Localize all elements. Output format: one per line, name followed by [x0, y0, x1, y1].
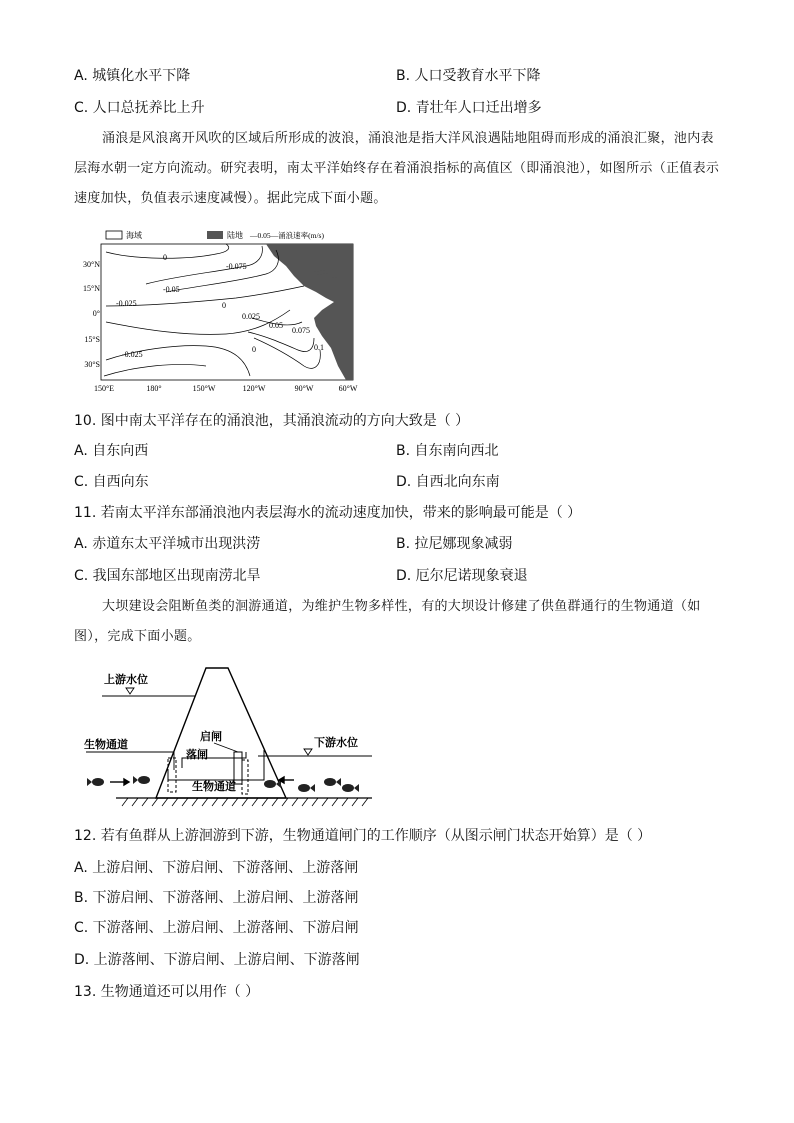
q10-stem: 10. 图中南太平洋存在的涌浪池，其涌浪流动的方向大致是（ ） [74, 413, 470, 429]
q9-option-d: D. 青壮年人口迁出增多 [396, 100, 542, 116]
upstream-level-label: 上游水位 [104, 674, 148, 686]
legend-isoline-label: —0.05—涌浪速率(m/s) [250, 231, 324, 240]
legend-land-swatch [207, 231, 223, 239]
q10-option-c: C. 自西向东 [74, 474, 149, 490]
contour-label: 0.025 [242, 312, 260, 321]
contour-label: 0 [252, 345, 256, 354]
dam-fish-passage-diagram [82, 660, 382, 820]
fish-tail-icon [133, 776, 138, 784]
legend-land-label: 陆地 [227, 231, 243, 240]
dam-intro-text: 大坝建设会阻断鱼类的洄游通道，为维护生物多样性，有的大坝设计修建了供鱼群通行的生物通道（如图），完成下面小题。 [74, 599, 701, 644]
contour-label: 0.1 [314, 343, 324, 352]
contour-label: 0.05 [269, 321, 283, 330]
lon-label: 150°W [192, 384, 216, 393]
bio-channel-left-label: 生物通道 [84, 739, 128, 751]
lon-label: 60°W [338, 384, 358, 393]
fish-icon [324, 778, 336, 786]
arrow-right-head-icon [124, 779, 129, 785]
q12-stem: 12. 若有鱼群从上游洄游到下游，生物通道闸门的工作顺序（从图示闸门状态开始算）是（ ） [74, 828, 652, 844]
fish-tail-icon [336, 778, 341, 786]
q11-option-c: C. 我国东部地区出现南涝北旱 [74, 568, 261, 584]
fish-icon [92, 778, 104, 786]
swell-intro-text: 涌浪是风浪离开风吹的区域后所形成的波浪，涌浪池是指大洋风浪遇陆地阻碍而形成的涌浪汇聚，池内表层海水朝一定方向流动。研究表明，南太平洋始终存在着涌浪指标的高值区（即涌浪池），如图所示（正值表示速度加快，负值表示速度减慢）。据此完成下面小题。 [74, 131, 720, 206]
ground-hatching [122, 798, 368, 806]
q12-option-b: B. 下游启闸、下游落闸、上游启闸、上游落闸 [74, 890, 359, 906]
dam-intro-paragraph [74, 592, 722, 652]
swell-pool-map [76, 226, 366, 398]
lon-label: 180° [146, 384, 162, 393]
q10-option-a: A. 自东向西 [74, 443, 149, 459]
lat-label: 15°S [84, 335, 100, 344]
q9-option-c: C. 人口总抚养比上升 [74, 100, 205, 116]
fish-icon [342, 784, 354, 792]
swell-intro-paragraph [74, 124, 722, 214]
q10-option-b: B. 自东南向西北 [396, 443, 499, 459]
lon-label: 150°E [93, 384, 115, 393]
contour-label: -0.025 [122, 350, 143, 359]
fish-tail-icon [87, 778, 92, 786]
legend-sea-swatch [106, 231, 122, 239]
lon-label: 120°W [242, 384, 266, 393]
contour-label: -0.075 [226, 262, 247, 271]
q9-option-a: A. 城镇化水平下降 [74, 68, 191, 84]
lat-label: 15°N [83, 284, 100, 293]
contour-label: 0 [163, 253, 167, 262]
lat-label: 30°S [84, 360, 100, 369]
lat-label: 0° [92, 309, 100, 318]
q13-stem: 13. 生物通道还可以用作（ ） [74, 984, 260, 1000]
fish-icon [138, 776, 150, 784]
fish-icon [264, 780, 276, 788]
gate-close-label: 落闸 [186, 749, 208, 761]
gate-open-label: 启闸 [200, 731, 222, 743]
q11-option-d: D. 厄尔尼诺现象衰退 [396, 568, 528, 584]
contour-label: -0.025 [116, 299, 137, 308]
q11-stem: 11. 若南太平洋东部涌浪池内表层海水的流动速度加快，带来的影响最可能是（ ） [74, 505, 582, 521]
fish-tail-icon [354, 784, 359, 792]
lat-label: 30°N [83, 260, 100, 269]
fish-icon [298, 784, 310, 792]
legend-sea-label: 海域 [126, 231, 142, 240]
contour-label: 0 [222, 301, 226, 310]
downstream-level-label: 下游水位 [314, 737, 358, 749]
contour-label: 0.075 [292, 326, 310, 335]
longitude-labels [94, 384, 358, 393]
contour-label: -0.05 [163, 285, 180, 294]
downstream-level-marker [304, 749, 312, 755]
q12-option-c: C. 下游落闸、上游启闸、上游落闸、下游启闸 [74, 920, 359, 936]
lon-label: 90°W [294, 384, 314, 393]
upstream-level-marker [126, 688, 134, 694]
fish-tail-icon [310, 784, 315, 792]
q12-option-a: A. 上游启闸、下游启闸、下游落闸、上游落闸 [74, 860, 359, 876]
q9-option-b: B. 人口受教育水平下降 [396, 68, 541, 84]
q10-option-d: D. 自西北向东南 [396, 474, 500, 490]
q11-option-a: A. 赤道东太平洋城市出现洪涝 [74, 536, 261, 552]
latitude-labels [83, 260, 100, 369]
bio-channel-inner-label: 生物通道 [192, 781, 236, 793]
q12-option-d: D. 上游落闸、下游启闸、上游启闸、下游落闸 [74, 952, 360, 968]
q11-option-b: B. 拉尼娜现象减弱 [396, 536, 513, 552]
